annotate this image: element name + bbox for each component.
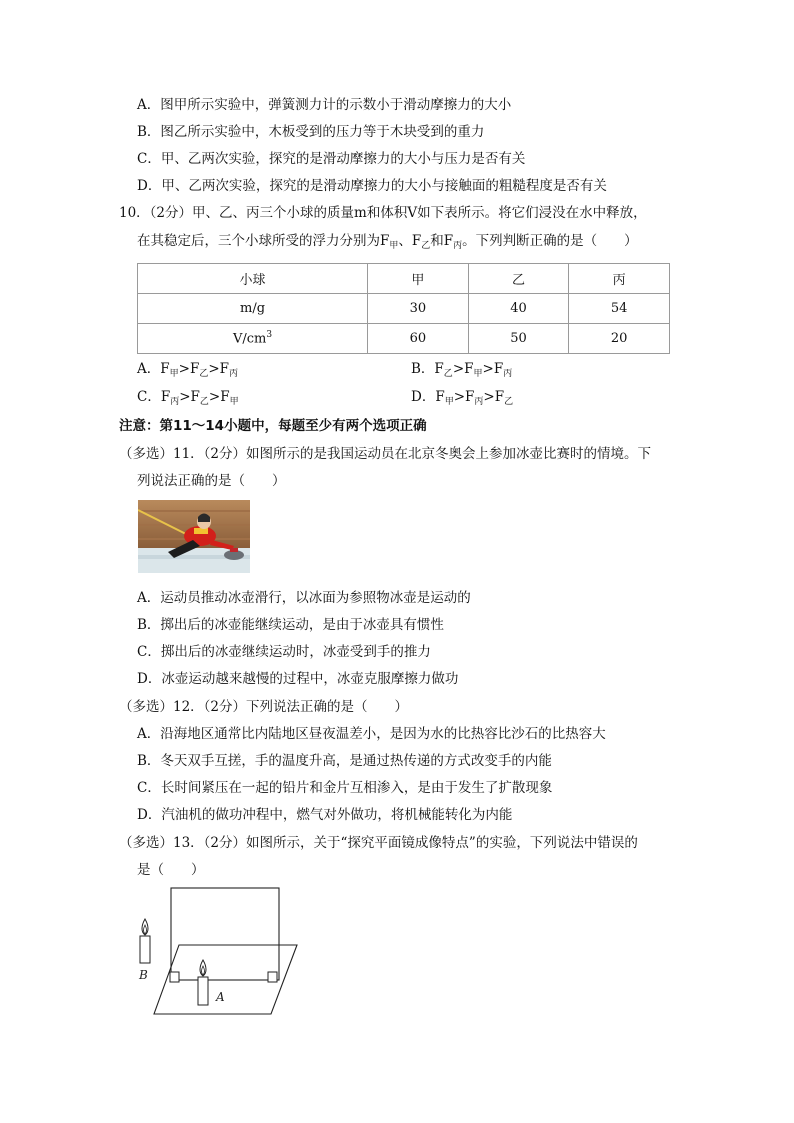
q11-option-d: D．冰壶运动越来越慢的过程中，冰壶克服摩擦力做功 — [137, 671, 459, 687]
q10-stem-line1: 10．（2分）甲、乙、丙三个小球的质量m和体积V如下表所示。将它们浸没在水中释放， — [119, 205, 647, 221]
plane-mirror-diagram — [134, 880, 304, 1020]
q12-option-c: C．长时间紧压在一起的铅片和金片互相渗入，是由于发生了扩散现象 — [137, 780, 553, 796]
q9-option-a: A．图甲所示实验中，弹簧测力计的示数小于滑动摩擦力的大小 — [137, 97, 512, 113]
table-header-cell: 甲 — [368, 264, 469, 294]
q12-option-b: B．冬天双手互搓，手的温度升高，是通过热传递的方式改变手的内能 — [137, 753, 552, 769]
table-header-cell: 丙 — [569, 264, 670, 294]
q11-option-b: B．掷出后的冰壶能继续运动，是由于冰壶具有惯性 — [137, 617, 444, 633]
table-cell: 40 — [468, 294, 569, 324]
q13-stem-line2: 是（ ） — [137, 862, 205, 878]
table-cell: 54 — [569, 294, 670, 324]
table-row-volume — [138, 324, 670, 354]
q10-option-c: C．$F_丙>F_乙>F_甲$ — [137, 389, 239, 407]
q12-option-a: A．沿海地区通常比内陆地区昼夜温差小，是因为水的比热容比沙石的比热容大 — [137, 726, 606, 742]
table-cell: $V/cm^3$ — [138, 324, 368, 354]
q9-option-c: C．甲、乙两次实验，探究的是滑动摩擦力的大小与压力是否有关 — [137, 151, 526, 167]
q10-stem-line2: 在其稳定后，三个小球所受的浮力分别为$F_甲$、$F_乙$和$F_丙$。下列判断正确的是（ ） — [137, 233, 638, 251]
q11-stem-line1: （多选）11．（2分）如图所示的是我国运动员在北京冬奥会上参加冰壶比赛时的情境。下 — [119, 446, 652, 462]
q10-option-a: A．$F_甲>F_乙>F_丙$ — [137, 361, 239, 379]
q11-option-a: A．运动员推动冰壶滑行，以冰面为参照物冰壶是运动的 — [137, 590, 471, 606]
table-cell: 20 — [569, 324, 670, 354]
q10-option-d: D．$F_甲>F_丙>F_乙$ — [411, 389, 514, 407]
table-cell: 30 — [368, 294, 469, 324]
q12-stem: （多选）12．（2分）下列说法正确的是（ ） — [119, 699, 409, 715]
table-header-cell: 乙 — [468, 264, 569, 294]
table-row-mass — [138, 294, 670, 324]
ball-data-table — [137, 263, 670, 354]
label-b: B — [139, 968, 148, 982]
q11-stem-line2: 列说法正确的是（ ） — [137, 473, 286, 489]
q9-option-b: B．图乙所示实验中，木板受到的压力等于木块受到的重力 — [137, 124, 485, 140]
table-cell: m/g — [138, 294, 368, 324]
curling-photo — [138, 500, 250, 573]
q11-option-c: C．掷出后的冰壶继续运动时，冰壶受到手的推力 — [137, 644, 431, 660]
label-a: A — [216, 990, 225, 1004]
q9-option-d: D．甲、乙两次实验，探究的是滑动摩擦力的大小与接触面的粗糙程度是否有关 — [137, 178, 607, 194]
q12-option-d: D．汽油机的做功冲程中，燃气对外做功，将机械能转化为内能 — [137, 807, 513, 823]
q10-option-b: B．$F_乙>F_甲>F_丙$ — [411, 361, 513, 379]
table-header-row — [138, 264, 670, 294]
table-header-cell: 小球 — [138, 264, 368, 294]
multi-select-note: 注意：第11～14小题中，每题至少有两个选项正确 — [119, 418, 427, 434]
table-cell: 50 — [468, 324, 569, 354]
table-cell: 60 — [368, 324, 469, 354]
q13-stem-line1: （多选）13．（2分）如图所示，关于“探究平面镜成像特点”的实验，下列说法中错误的 — [119, 835, 638, 851]
